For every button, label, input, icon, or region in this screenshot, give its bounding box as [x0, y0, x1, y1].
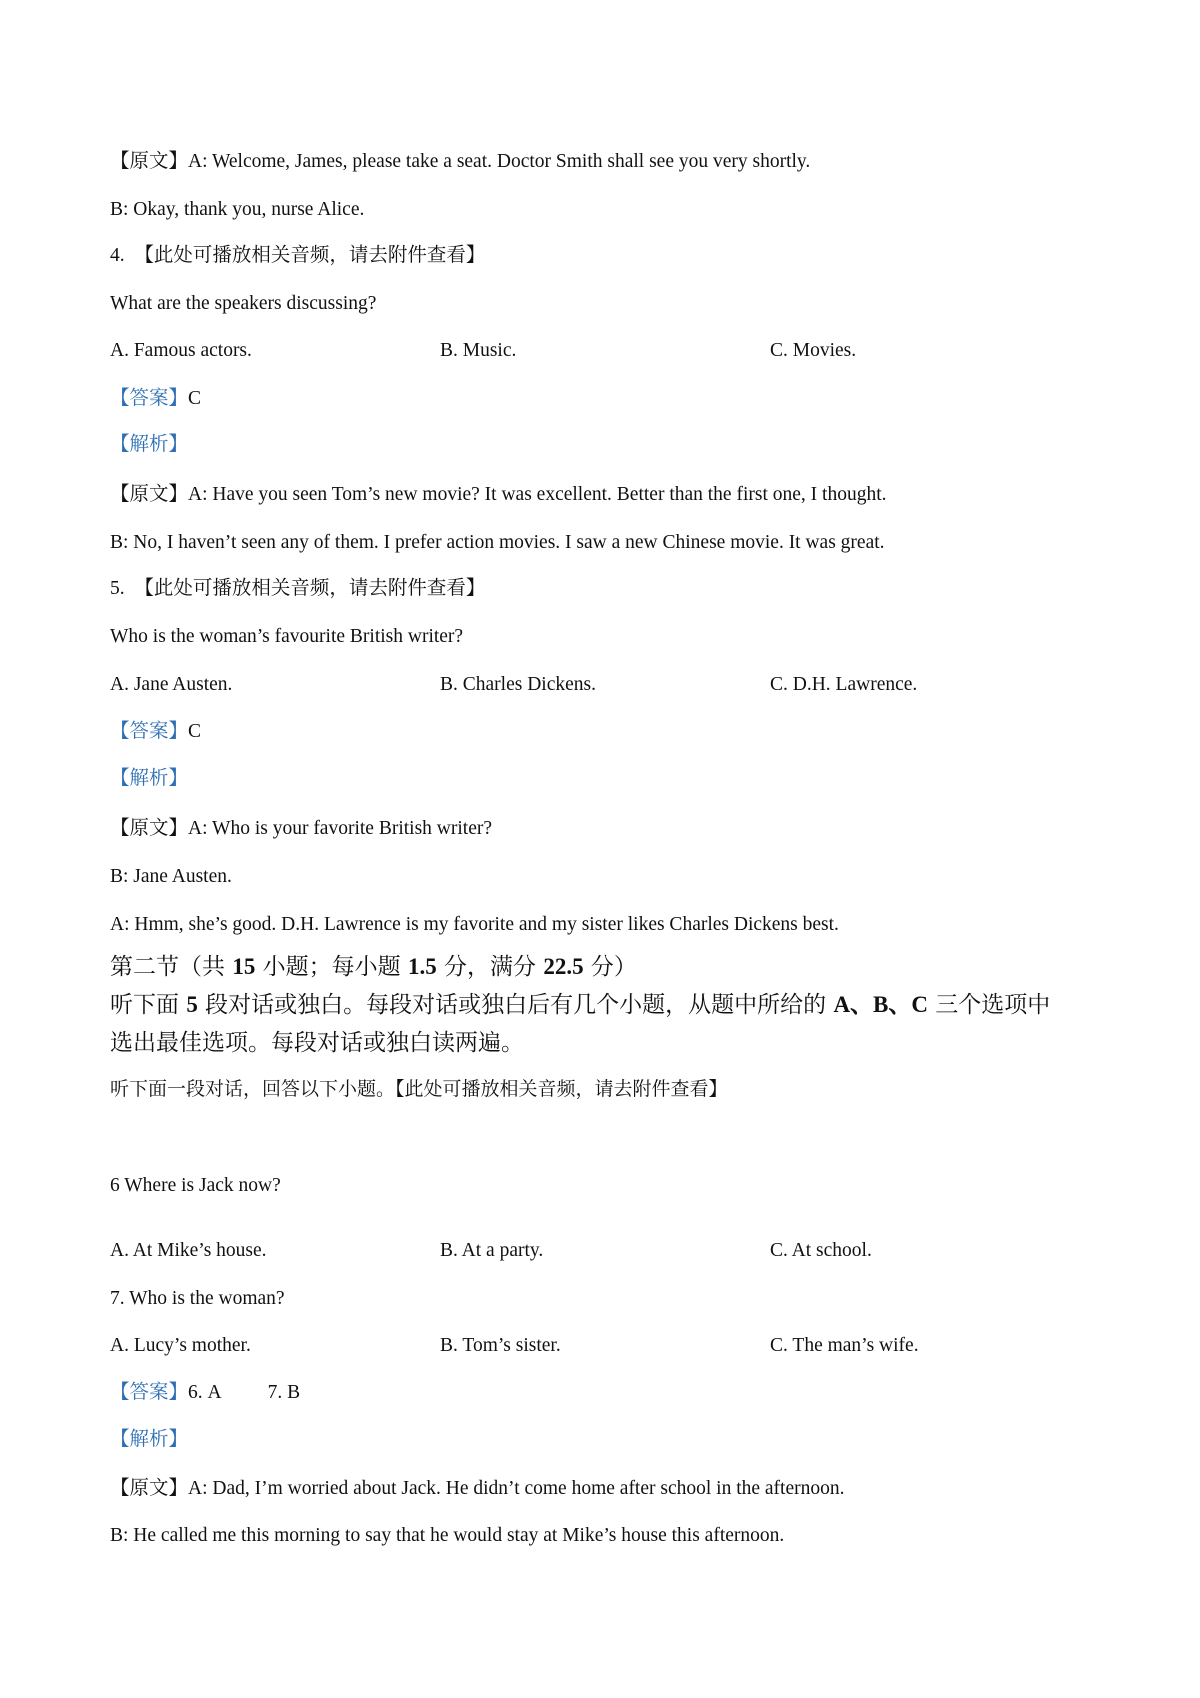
q5-option-a: A. Jane Austen.: [110, 674, 233, 695]
q5-question: Who is the woman’s favourite British writer?: [110, 626, 464, 647]
section-instructions-line-1: 听下面 5 段对话或独白。每段对话或独白后有几个小题，从题中所给的 A、B、C 三个选项中: [110, 992, 1051, 1018]
q4-option-b: B. Music.: [440, 340, 517, 361]
q5-option-b: B. Charles Dickens.: [440, 674, 596, 695]
q5-option-c: C. D.H. Lawrence.: [770, 674, 918, 695]
q3-transcript-line-a: 【原文】A: Welcome, James, please take a seat. Doctor Smith shall see you very shortly.: [110, 151, 811, 172]
q7-option-b: B. Tom’s sister.: [440, 1335, 561, 1356]
q3-transcript-line-b: B: Okay, thank you, nurse Alice.: [110, 199, 365, 220]
q6-option-b: B. At a party.: [440, 1240, 544, 1261]
q7-option-a: A. Lucy’s mother.: [110, 1335, 251, 1356]
q6-7-answer: 【答案】6. A 7. B: [110, 1382, 301, 1403]
answer-tag: 【答案】: [110, 721, 189, 742]
audio-note: 【此处可播放相关音频，请去附件查看】: [134, 578, 486, 599]
q4-option-a: A. Famous actors.: [110, 340, 252, 361]
q7-question: 7. Who is the woman?: [110, 1288, 285, 1309]
section-instructions-line-2: 选出最佳选项。每段对话或独白读两遍。: [110, 1030, 524, 1056]
audio-note: 【此处可播放相关音频，请去附件查看】: [134, 245, 486, 266]
q4-transcript-line-a: 【原文】A: Have you seen Tom’s new movie? It was excellent. Better than the first one, I thought.: [110, 484, 887, 505]
q4-transcript-line-b: B: No, I haven’t seen any of them. I prefer action movies. I saw a new Chinese movie. It was great.: [110, 532, 885, 553]
q5-header: [110, 576, 485, 602]
q4-question: What are the speakers discussing?: [110, 293, 377, 314]
listen-note: 听下面一段对话，回答以下小题。【此处可播放相关音频，请去附件查看】: [110, 1079, 728, 1100]
q6-7-analysis-tag: 【解析】: [110, 1429, 189, 1450]
q5-analysis-tag: 【解析】: [110, 768, 189, 789]
q5-transcript-line-b: B: Jane Austen.: [110, 866, 232, 887]
q4-header: [110, 243, 485, 269]
transcript-tag: 【原文】: [110, 151, 189, 172]
q6-7-transcript-line-b: B: He called me this morning to say that he would stay at Mike’s house this afternoon.: [110, 1525, 785, 1546]
q6-option-a: A. At Mike’s house.: [110, 1240, 267, 1261]
section-title: 第二节（共 15 小题；每小题 1.5 分，满分 22.5 分）: [110, 954, 637, 980]
q4-answer: 【答案】C: [110, 388, 202, 409]
q5-number: 5.: [110, 578, 125, 599]
q5-transcript-line-c: A: Hmm, she’s good. D.H. Lawrence is my favorite and my sister likes Charles Dickens best.: [110, 914, 839, 935]
q4-option-c: C. Movies.: [770, 340, 857, 361]
q6-question: 6 Where is Jack now?: [110, 1175, 281, 1196]
answer-tag: 【答案】: [110, 388, 189, 409]
q6-option-c: C. At school.: [770, 1240, 872, 1261]
answer-tag: 【答案】: [110, 1382, 189, 1403]
q4-number: 4.: [110, 245, 125, 266]
q6-7-transcript-line-a: 【原文】A: Dad, I’m worried about Jack. He didn’t come home after school in the afternoon.: [110, 1478, 845, 1499]
q4-analysis-tag: 【解析】: [110, 434, 189, 455]
q5-transcript-line-a: 【原文】A: Who is your favorite British writer?: [110, 818, 493, 839]
q5-answer: 【答案】C: [110, 721, 202, 742]
q7-option-c: C. The man’s wife.: [770, 1335, 919, 1356]
